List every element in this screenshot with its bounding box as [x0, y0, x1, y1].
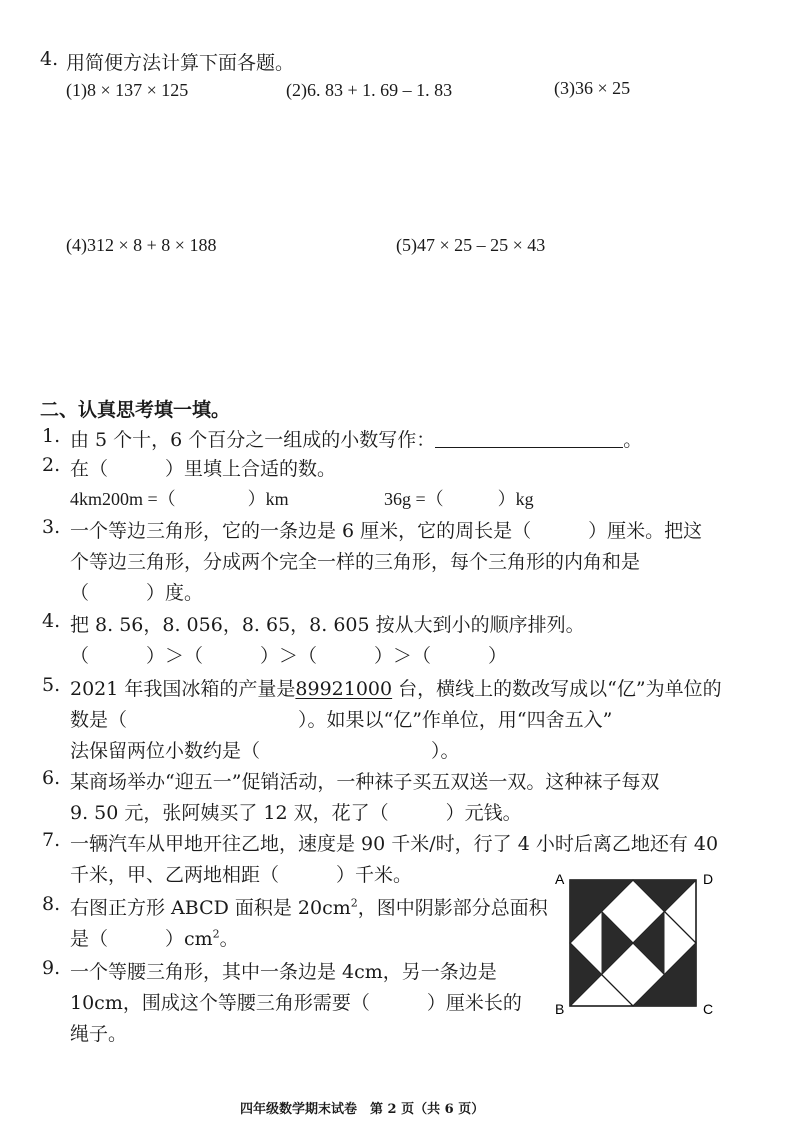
- p5-underlined-number: 89921000: [295, 678, 393, 700]
- p4-number: 4.: [42, 610, 61, 632]
- p2-number: 2.: [42, 454, 61, 476]
- q4-number: 4.: [40, 48, 59, 70]
- p1-end: 。: [623, 429, 643, 451]
- label-d: D: [703, 871, 714, 887]
- p5-line-2: 数是（ ）。如果以“亿”作单位，用“四舍五入”: [70, 709, 613, 731]
- p9-line-2: 10cm，围成这个等腰三角形需要（ ）厘米长的: [70, 992, 522, 1014]
- p8-line-2: [70, 924, 239, 951]
- shade-right-center: [633, 912, 665, 975]
- p1-answer-blank[interactable]: [435, 429, 623, 448]
- shade-left-center: [602, 912, 634, 975]
- p3-number: 3.: [42, 516, 61, 538]
- p8-line-1b: ，图中阴影部分总面积: [357, 897, 548, 919]
- p5-line-1: [70, 674, 722, 701]
- p6-line-2: 9. 50 元，张阿姨买了 12 双，花了（ ）元钱。: [70, 802, 522, 824]
- p5-number: 5.: [42, 674, 61, 696]
- q4-title: 用简便方法计算下面各题。: [66, 52, 295, 74]
- p8-line-1: [70, 893, 548, 920]
- q4-item-2: (2)6. 83 + 1. 69 – 1. 83: [286, 80, 453, 100]
- p8-line-1a: 右图正方形 ABCD 面积是 20cm: [70, 897, 351, 919]
- p4-line-1: 把 8. 56，8. 056，8. 65，8. 605 按从大到小的顺序排列。: [70, 614, 585, 636]
- p8-sup-2: 2: [212, 927, 220, 941]
- page-footer: 四年级数学期末试卷 第 2 页（共 6 页）: [240, 1102, 485, 1117]
- shade-top-right: [633, 880, 696, 912]
- p3-line-1: 一个等边三角形，它的一条边是 6 厘米，它的周长是（ ）厘米。把这: [70, 520, 703, 542]
- square-abcd-figure: [553, 868, 723, 1018]
- p5-pre: 2021 年我国冰箱的产量是: [70, 678, 296, 700]
- p7-number: 7.: [42, 829, 61, 851]
- p6-number: 6.: [42, 767, 61, 789]
- label-b: B: [555, 1001, 565, 1017]
- p8-sup-1: 2: [350, 896, 358, 910]
- p6-line-1: 某商场举办“迎五一”促销活动，一种袜子买五双送一双。这种袜子每双: [70, 771, 660, 793]
- p8-line-2b: 。: [219, 928, 239, 950]
- p8-number: 8.: [42, 893, 61, 915]
- p1-line: [70, 425, 642, 452]
- p7-line-1: 一辆汽车从甲地开往乙地，速度是 90 千米/时，行了 4 小时后离乙地还有 40: [70, 833, 719, 855]
- label-a: A: [555, 871, 565, 887]
- p3-line-2: 个等边三角形，分成两个完全一样的三角形，每个三角形的内角和是: [70, 551, 641, 573]
- p2-item-a: 4km200m =（ ）km: [70, 489, 289, 509]
- q4-item-1: (1)8 × 137 × 125: [66, 80, 189, 100]
- section-2-title: 二、认真思考填一填。: [40, 399, 231, 421]
- p1-number: 1.: [42, 425, 61, 447]
- p4-line-2: （ ）＞（ ）＞（ ）＞（ ）: [70, 645, 508, 667]
- label-c: C: [703, 1001, 714, 1017]
- p2-text: 在（ ）里填上合适的数。: [70, 458, 337, 480]
- p3-line-3: （ ）度。: [70, 582, 204, 604]
- p7-line-2: 千米，甲、乙两地相距（ ）千米。: [70, 864, 413, 886]
- p9-line-3: 绳子。: [70, 1023, 128, 1045]
- q4-item-3: (3)36 × 25: [554, 78, 631, 98]
- p8-line-2a: 是（ ）cm: [70, 928, 213, 950]
- p9-number: 9.: [42, 957, 61, 979]
- p9-line-1: 一个等腰三角形，其中一条边是 4cm，另一条边是: [70, 961, 497, 983]
- q4-item-4: (4)312 × 8 + 8 × 188: [66, 235, 217, 255]
- p5-post: 台，横线上的数改写成以“亿”为单位的: [392, 678, 722, 700]
- shade-bottom-left: [570, 943, 602, 1006]
- p1-text: 由 5 个十，6 个百分之一组成的小数写作：: [70, 429, 436, 451]
- q4-item-5: (5)47 × 25 – 25 × 43: [396, 235, 546, 255]
- p5-line-3: 法保留两位小数约是（ ）。: [70, 740, 460, 762]
- p2-item-b: 36g =（ ）kg: [384, 489, 534, 509]
